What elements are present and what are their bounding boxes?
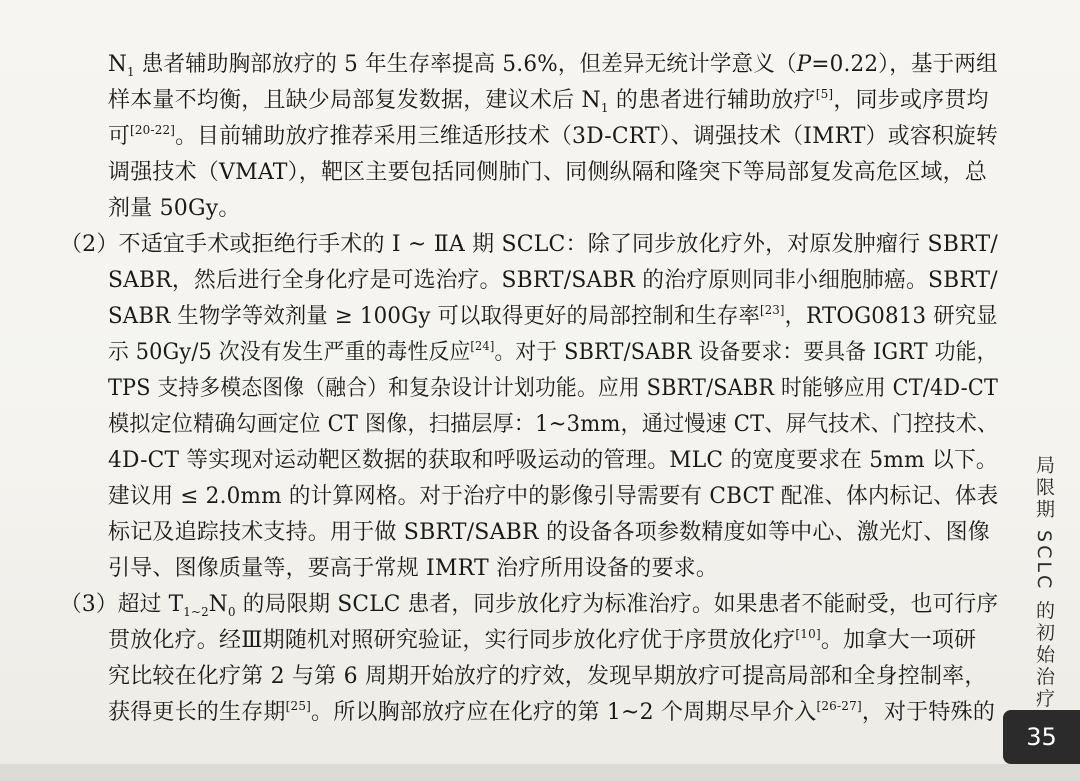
text-run: ，同步或序贯均 — [833, 88, 989, 113]
subscript: 0 — [227, 605, 236, 619]
text-line — [108, 480, 998, 514]
text-run: （3）超过 T — [60, 592, 184, 617]
text-run: 引导、图像质量等，要高于常规 IMRT 治疗所用设备的要求。 — [108, 556, 719, 581]
subscript: 1 — [127, 65, 135, 79]
text-line — [60, 588, 998, 622]
page-bottom-edge — [0, 764, 1080, 781]
text-run: 的患者进行辅助放疗 — [608, 88, 816, 113]
text-run: 患者辅助胸部放疗的 5 年生存率提高 5.6%，但差异无统计学意义（ — [134, 52, 797, 77]
page-number-tab — [1003, 710, 1080, 764]
text-run: ，对于特殊的 — [861, 700, 996, 725]
text-line — [108, 120, 998, 154]
text-run: 可 — [108, 124, 131, 149]
text-run: 的局限期 SCLC 患者，同步放化疗为标准治疗。如果患者不能耐受，也可行序 — [235, 592, 999, 617]
text-run: 。所以胸部放疗应在化疗的第 1~2 个周期尽早介入 — [311, 700, 817, 725]
text-line — [108, 48, 998, 82]
text-run: 剂量 50Gy。 — [108, 196, 241, 221]
text-run: N — [208, 592, 228, 617]
citation-ref: [20-22] — [130, 123, 176, 137]
text-line — [108, 408, 998, 442]
text-run: SABR，然后进行全身化疗是可选治疗。SBRT/SABR 的治疗原则同非小细胞肺癌。SBRT/ — [108, 268, 998, 293]
text-line — [108, 264, 998, 298]
text-run: （2）不适宜手术或拒绝行手术的 I ~ ⅡA 期 SCLC：除了同步放化疗外，对原发肿瘤行 SBRT/ — [60, 232, 998, 257]
text-run: ，RTOG0813 研究显 — [784, 304, 998, 329]
text-run: 样本量不均衡，且缺少局部复发数据，建议术后 N — [108, 88, 601, 113]
citation-ref: [26-27] — [816, 699, 862, 713]
citation-ref: [24] — [470, 339, 495, 353]
text-line — [108, 444, 998, 478]
text-run: 。加拿大一项研 — [820, 628, 977, 653]
text-line — [108, 372, 998, 406]
text-line — [108, 696, 995, 730]
text-run: SABR 生物学等效剂量 ≥ 100Gy 可以取得更好的局部控制和生存率 — [108, 304, 761, 329]
text-run: 标记及追踪技术支持。用于做 SBRT/SABR 的设备各项参数精度如等中心、激光灯、图像 — [108, 520, 990, 545]
citation-ref: [5] — [815, 87, 834, 101]
italic-text: P — [796, 52, 812, 77]
subscript: 1~2 — [183, 605, 209, 619]
text-line — [108, 336, 998, 370]
text-run: 示 50Gy/5 次没有发生严重的毒性反应 — [108, 340, 471, 365]
text-run: 4D-CT 等实现对运动靶区数据的获取和呼吸运动的管理。MLC 的宽度要求在 5mm 以下。 — [108, 448, 998, 473]
text-line — [108, 552, 718, 586]
subscript: 1 — [600, 101, 609, 115]
text-line — [108, 660, 987, 694]
page-number: 35 — [1026, 723, 1057, 751]
text-line — [108, 516, 990, 550]
citation-ref: [25] — [285, 699, 312, 713]
citation-ref: [10] — [795, 627, 821, 641]
text-line — [108, 300, 998, 334]
text-run: 贯放化疗。经Ⅲ期随机对照研究验证，实行同步放化疗优于序贯放化疗 — [108, 628, 796, 653]
text-line — [108, 84, 989, 118]
text-run: 。对于 SBRT/SABR 设备要求：要具备 IGRT 功能， — [494, 340, 998, 365]
text-run: 模拟定位精确勾画定位 CT 图像，扫描层厚：1~3mm，通过慢速 CT、屏气技术、门控技术、 — [108, 412, 999, 437]
text-line — [108, 156, 987, 190]
text-run: 究比较在化疗第 2 与第 6 周期开始放疗的疗效，发现早期放疗可提高局部和全身控制率， — [108, 664, 987, 689]
text-line — [108, 192, 241, 226]
text-run: 建议用 ≤ 2.0mm 的计算网格。对于治疗中的影像引导需要有 CBCT 配准、体内标记、体表 — [108, 484, 999, 509]
text-run: 。目前辅助放疗推荐采用三维适形技术（3D-CRT）、调强技术（IMRT）或容积旋转 — [175, 124, 998, 149]
text-run: 调强技术（VMAT），靶区主要包括同侧肺门、同侧纵隔和隆突下等局部复发高危区域，总 — [108, 160, 987, 185]
text-run: 获得更长的生存期 — [108, 700, 286, 725]
chapter-side-label: 局限期 SCLC 的初始治疗 — [1033, 455, 1055, 711]
text-line — [60, 228, 998, 262]
text-run: N — [108, 52, 128, 77]
text-run: =0.22），基于两组 — [811, 52, 998, 77]
citation-ref: [23] — [760, 303, 785, 317]
text-run: TPS 支持多模态图像（融合）和复杂设计计划功能。应用 SBRT/SABR 时能够应用 CT/4D-CT — [108, 376, 999, 401]
text-line — [108, 624, 976, 658]
